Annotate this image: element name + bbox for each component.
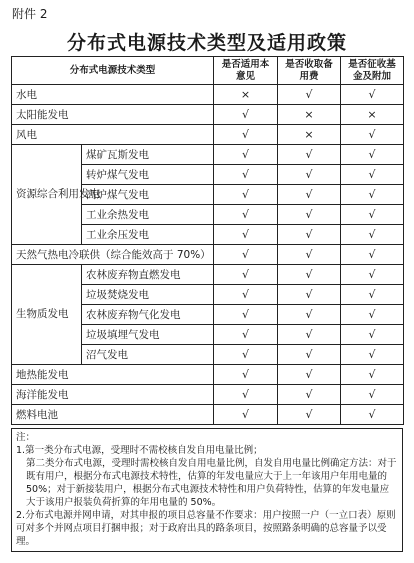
row-label: 高炉煤气发电	[82, 185, 214, 205]
cell-mark: √	[214, 245, 278, 265]
cell-mark: √	[214, 405, 278, 425]
cell-mark: √	[214, 125, 278, 145]
table-row	[12, 365, 404, 385]
cell-mark: √	[341, 385, 404, 405]
row-label: 垃圾填埋气发电	[82, 325, 214, 345]
cell-mark: √	[341, 225, 404, 245]
cell-mark: ×	[341, 105, 404, 125]
page-title: 分布式电源技术类型及适用政策	[66, 32, 347, 54]
header-type: 分布式电源技术类型	[12, 57, 214, 85]
cell-mark: ×	[214, 85, 278, 105]
table-row	[12, 105, 404, 125]
cell-mark: √	[214, 205, 278, 225]
cell-mark: √	[341, 85, 404, 105]
row-label: 海洋能发电	[12, 385, 214, 405]
cell-mark: √	[214, 305, 278, 325]
row-label: 转炉煤气发电	[82, 165, 214, 185]
table-header-row	[12, 57, 404, 85]
row-label: 工业余热发电	[82, 205, 214, 225]
cell-mark: √	[214, 365, 278, 385]
note-1: 1.第一类分布式电源，受理时不需校核自发自用电量比例；	[16, 445, 263, 456]
cell-mark: √	[278, 325, 341, 345]
cell-mark: √	[214, 385, 278, 405]
cell-mark: ×	[278, 125, 341, 145]
row-label: 燃料电池	[12, 405, 214, 425]
cell-mark: √	[278, 145, 341, 165]
cell-mark: √	[214, 105, 278, 125]
cell-mark: √	[278, 245, 341, 265]
row-label: 水电	[12, 85, 214, 105]
header-standby-fee: 是否收取备用费	[278, 57, 341, 85]
row-label: 风电	[12, 125, 214, 145]
cell-mark: √	[341, 205, 404, 225]
cell-mark: √	[341, 345, 404, 365]
row-label: 农林废弃物直燃发电	[82, 265, 214, 285]
table-row	[12, 265, 404, 285]
note-1-detail: 第二类分布式电源，受理时需校核自发自用电量比例，自发自用电量比例确定方法：对于既有用户，根据分布式电源技术特性，估算的年发电量应大于上一年该用户年用电量的 50%；对于新接装用户，根据分布式电源技术特性和用户负荷特性，估算的年发电量应大于该用户报装负荷折算的年用电量的 50%。	[26, 458, 397, 508]
cell-mark: √	[214, 285, 278, 305]
cell-mark: √	[341, 145, 404, 165]
row-label: 太阳能发电	[12, 105, 214, 125]
table-row	[12, 125, 404, 145]
cell-mark: √	[341, 325, 404, 345]
cell-mark: √	[278, 345, 341, 365]
cell-mark: √	[214, 265, 278, 285]
cell-mark: √	[278, 165, 341, 185]
cell-mark: √	[278, 385, 341, 405]
table-row	[12, 385, 404, 405]
attachment-label: 附件 2	[12, 7, 48, 21]
row-label: 农林废弃物气化发电	[82, 305, 214, 325]
notes-box	[11, 428, 403, 552]
row-label: 煤矿瓦斯发电	[82, 145, 214, 165]
table-row	[12, 85, 404, 105]
cell-mark: ×	[278, 105, 341, 125]
row-label: 沼气发电	[82, 345, 214, 365]
cell-mark: √	[341, 265, 404, 285]
cell-mark: √	[341, 165, 404, 185]
cell-mark: √	[214, 345, 278, 365]
cell-mark: √	[214, 145, 278, 165]
cell-mark: √	[278, 305, 341, 325]
table-row	[12, 245, 404, 265]
cell-mark: √	[341, 245, 404, 265]
table-row	[12, 405, 404, 425]
cell-mark: √	[278, 365, 341, 385]
cell-mark: √	[214, 225, 278, 245]
header-applicable: 是否适用本意见	[214, 57, 278, 85]
cell-mark: √	[214, 165, 278, 185]
cell-mark: √	[278, 85, 341, 105]
row-label: 垃圾焚烧发电	[82, 285, 214, 305]
cell-mark: √	[278, 405, 341, 425]
cell-mark: √	[214, 185, 278, 205]
group-label: 资源综合利用发电	[12, 145, 82, 245]
cell-mark: √	[341, 185, 404, 205]
row-label: 地热能发电	[12, 365, 214, 385]
cell-mark: √	[341, 285, 404, 305]
cell-mark: √	[214, 325, 278, 345]
group-label: 生物质发电	[12, 265, 82, 365]
cell-mark: √	[278, 205, 341, 225]
cell-mark: √	[341, 405, 404, 425]
cell-mark: √	[341, 305, 404, 325]
cell-mark: √	[341, 365, 404, 385]
cell-mark: √	[278, 285, 341, 305]
notes-heading: 注：	[16, 432, 36, 443]
note-2: 2.分布式电源并网申请，对其申报的项目总容量不作要求：用户按照一户（一立口表）原则可对多个并网点项目打捆申报；对于政府出具的路条项目，按照路条明确的总容量予以受理。	[16, 510, 396, 547]
row-label: 天然气热电冷联供（综合能效高于 70%）	[12, 245, 214, 265]
header-fund-levy: 是否征收基金及附加	[341, 57, 404, 85]
cell-mark: √	[278, 225, 341, 245]
table-row	[12, 145, 404, 165]
row-label: 工业余压发电	[82, 225, 214, 245]
cell-mark: √	[278, 265, 341, 285]
cell-mark: √	[278, 185, 341, 205]
cell-mark: √	[341, 125, 404, 145]
policy-table	[11, 56, 404, 425]
